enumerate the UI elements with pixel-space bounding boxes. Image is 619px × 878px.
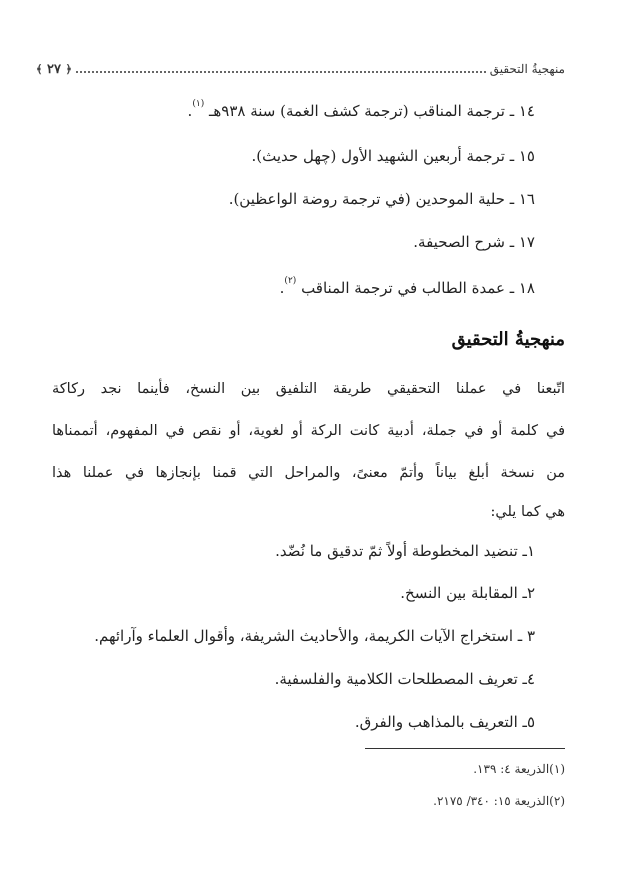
step-text: المقابلة بين النسخ. [400, 584, 518, 602]
paragraph-line: اتّبعنا في عملنا التحقيقي طريقة التلفيق بين النسخ، فأينما نجد ركاكة [52, 381, 565, 397]
step-number: ٢ [526, 584, 535, 602]
list-item: ١٨ ـ عمدة الطالب في ترجمة المناقب $^{(٢)}$. [279, 276, 535, 297]
running-title: منهجيةُ التحقيق [489, 62, 565, 76]
list-item-number: ١٧ [518, 233, 535, 251]
step-item: ٤ـ تعريف المصطلحات الكلامية والفلسفية. [274, 670, 535, 688]
list-item-text: شرح الصحيفة. [413, 233, 505, 251]
footnote-text: الذريعة ١٥: ٣٤٠/ ٢١٧٥. [433, 794, 550, 808]
step-text: التعريف بالمذاهب والفرق. [354, 713, 518, 731]
paragraph-line: في كلمة أو في جملة، أدبية كانت الركة أو لغوية، أو نقص في المفهوم، أتممناها [52, 423, 565, 439]
step-text: تعريف المصطلحات الكلامية والفلسفية. [274, 670, 518, 688]
list-item-text: حلية الموحدين (في ترجمة روضة الواعظين). [228, 190, 505, 208]
list-item: ١٤ ـ ترجمة المناقب (ترجمة كشف الغمة) سنة ٩٣٨هـ $^{(١)}$. [187, 99, 535, 120]
list-item-number: ١٥ [518, 147, 535, 165]
list-item-number: ١٤ [518, 102, 535, 120]
list-item: ١٧ ـ شرح الصحيفة. [413, 233, 535, 251]
footnote-ref: (١) [549, 762, 565, 776]
list-item: ١٥ ـ ترجمة أربعين الشهيد الأول (چهل حديث). [251, 147, 535, 165]
footnote-divider [365, 748, 565, 749]
step-number: ٥ [526, 713, 535, 731]
step-item: ٥ـ التعريف بالمذاهب والفرق. [354, 713, 535, 731]
ornament-left-icon: ﴾ [36, 62, 43, 76]
list-item-text: عمدة الطالب في ترجمة المناقب [301, 279, 505, 297]
list-item: ١٦ ـ حلية الموحدين (في ترجمة روضة الواعظين). [228, 190, 535, 208]
list-item-text: ترجمة أربعين الشهيد الأول (چهل حديث). [251, 147, 505, 165]
section-heading: منهجيةُ التحقيق [451, 329, 565, 350]
footnote-ref-1[interactable]: (١) [192, 99, 205, 109]
footnote-ref: (٢) [549, 794, 565, 808]
list-item-number: ١٨ [518, 279, 535, 297]
list-item-text: ترجمة المناقب (ترجمة كشف الغمة) سنة ٩٣٨هـ [208, 102, 505, 120]
running-header [36, 60, 565, 78]
footnote-2 [433, 792, 565, 810]
step-item: ٢ـ المقابلة بين النسخ. [400, 584, 535, 602]
step-item: ٣ ـ استخراج الآيات الكريمة، والأحاديث الشريفة، وأقوال العلماء وآرائهم. [94, 627, 535, 645]
step-number: ٣ [526, 627, 535, 645]
footnote-1 [473, 760, 565, 778]
step-number: ١ [526, 542, 535, 560]
list-item-number: ١٦ [518, 190, 535, 208]
footnote-ref-2[interactable]: (٢) [284, 276, 297, 286]
paragraph-line: من نسخة أبلغ بياناً وأتمّ معنىً، والمراحل التي قمنا بإنجازها في عملنا هذا [52, 465, 565, 481]
header-dotted-leader [76, 71, 486, 73]
ornament-right-icon: ﴿ [65, 62, 72, 76]
footnote-text: الذريعة ٤: ١٣٩. [473, 762, 550, 776]
page-number: ٢٧ [46, 61, 61, 77]
page-number-block [36, 62, 72, 77]
step-text: تنضيد المخطوطة أولاً ثمّ تدقيق ما نُضّد. [275, 542, 518, 560]
step-number: ٤ [526, 670, 535, 688]
step-text: استخراج الآيات الكريمة، والأحاديث الشريفة، وأقوال العلماء وآرائهم. [94, 627, 513, 645]
step-item: ١ـ تنضيد المخطوطة أولاً ثمّ تدقيق ما نُضّد. [275, 542, 535, 560]
paragraph-line: هي كما يلي: [490, 504, 565, 520]
